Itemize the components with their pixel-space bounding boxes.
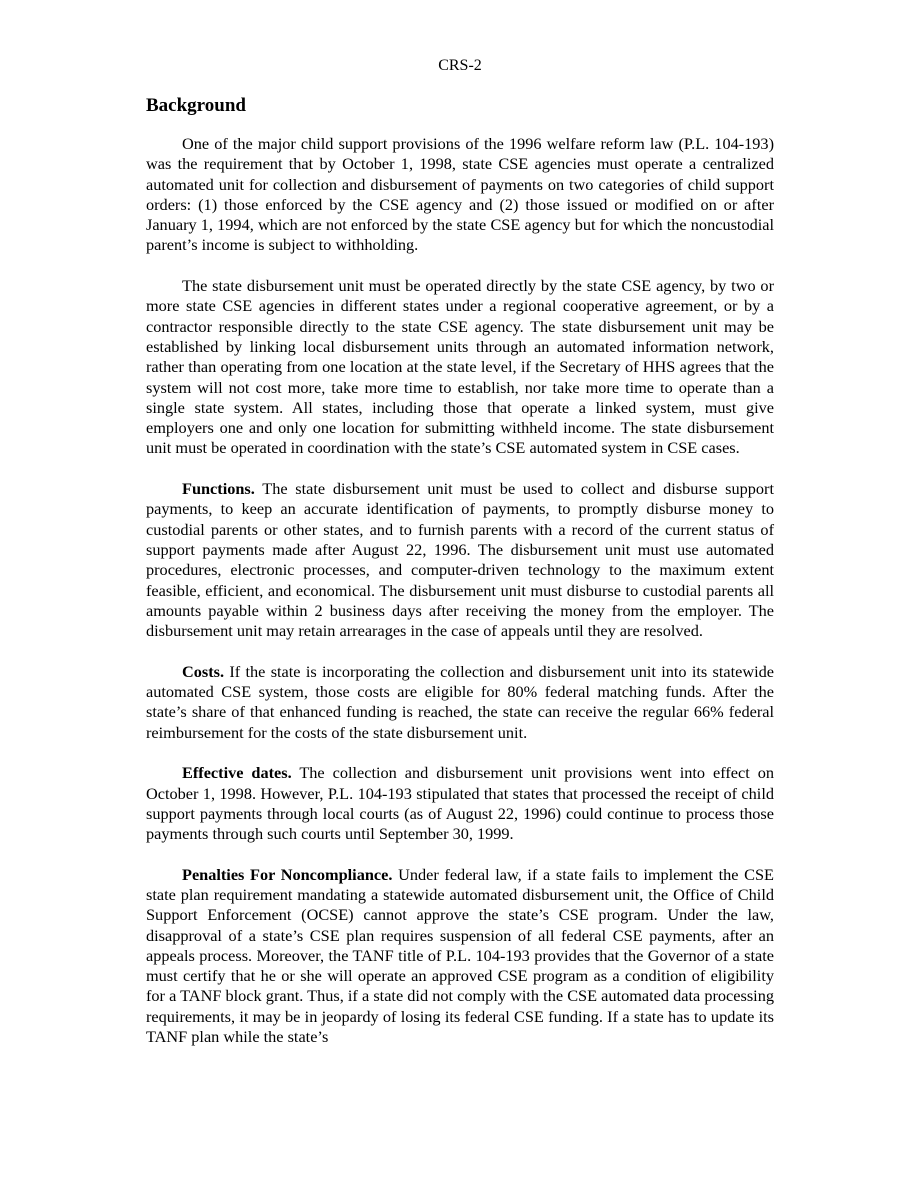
run-in-heading: Costs.: [182, 661, 225, 681]
section-heading: Background: [146, 95, 246, 116]
run-in-heading: Functions.: [182, 479, 255, 499]
paragraph-disbursement-unit: [146, 276, 774, 459]
page-number-header: CRS-2: [438, 57, 482, 74]
paragraph-functions: [146, 479, 774, 641]
run-in-heading: Penalties For Noncompliance.: [182, 864, 393, 884]
paragraph-costs: [146, 662, 774, 743]
paragraph-effective-dates: [146, 763, 774, 844]
paragraph-penalties: [146, 865, 774, 1048]
paragraph-text: If the state is incorporating the collection and disbursement unit into its statewide automated CSE system, those costs are eligible for 80% federal matching funds. After the state’s share of that enhanced funding is reached, the state can receive the regular 66% federal reimbursement for the costs of the state disbursement unit.: [146, 661, 774, 742]
run-in-heading: Effective dates.: [182, 763, 292, 783]
paragraph-intro: [146, 134, 774, 256]
document-body: [146, 94, 774, 1068]
paragraph-text: The state disbursement unit must be operated directly by the state CSE agency, by two or more state CSE agencies in different states under a regional cooperative agreement, or by a contractor responsible directly to the state CSE agency. The state disbursement unit may be established by linking local disbursement units through an automated information network, rather than operating from one location at the state level, if the Secretary of HHS agrees that the system will not cost more, take more time to establish, nor take more time to operate than a single state system. All states, including those that operate a linked system, must give employers one and only one location for submitting withheld income. The state disbursement unit must be operated in coordination with the state’s CSE automated system in CSE cases.: [146, 276, 774, 458]
paragraph-text: Under federal law, if a state fails to implement the CSE state plan requirement mandating a statewide automated disbursement unit, the Office of Child Support Enforcement (OCSE) cannot approve the state’s CSE program. Under the law, disapproval of a state’s CSE plan requires suspension of all federal CSE payments, after an appeals process. Moreover, the TANF title of P.L. 104-193 provides that the Governor of a state must certify that he or she will operate an approved CSE program as a condition of eligibility for a TANF block grant. Thus, if a state did not comply with the CSE automated data processing requirements, it may be in jeopardy of losing its federal CSE funding. If a state has to update its TANF plan while the state’s: [146, 864, 774, 1047]
paragraph-text: One of the major child support provisions of the 1996 welfare reform law (P.L. 104-193) was the requirement that by October 1, 1998, state CSE agencies must operate a centralized automated unit for collection and disbursement of payments on two categories of child support orders: (1) those enforced by the CSE agency and (2) those issued or modified on or after January 1, 1994, which are not enforced by the state CSE agency but for which the noncustodial parent’s income is subject to withholding.: [146, 134, 774, 255]
paragraph-text: The collection and disbursement unit provisions went into effect on October 1, 1998. However, P.L. 104-193 stipulated that states that processed the receipt of child support payments through local courts (as of August 22, 1996) could continue to process those payments through such courts until September 30, 1999.: [146, 763, 774, 844]
paragraph-text: The state disbursement unit must be used to collect and disburse support payments, to keep an accurate identification of payments, to promptly disburse money to custodial parents or other states, and to furnish parents with a record of the current status of support payments made after August 22, 1996. The disbursement unit must use automated procedures, electronic processes, and computer-driven technology to the maximum extent feasible, efficient, and economical. The disbursement unit must disburse to custodial parents all amounts payable within 2 business days after receiving the money from the employer. The disbursement unit may retain arrearages in the case of appeals until they are resolved.: [146, 479, 774, 641]
